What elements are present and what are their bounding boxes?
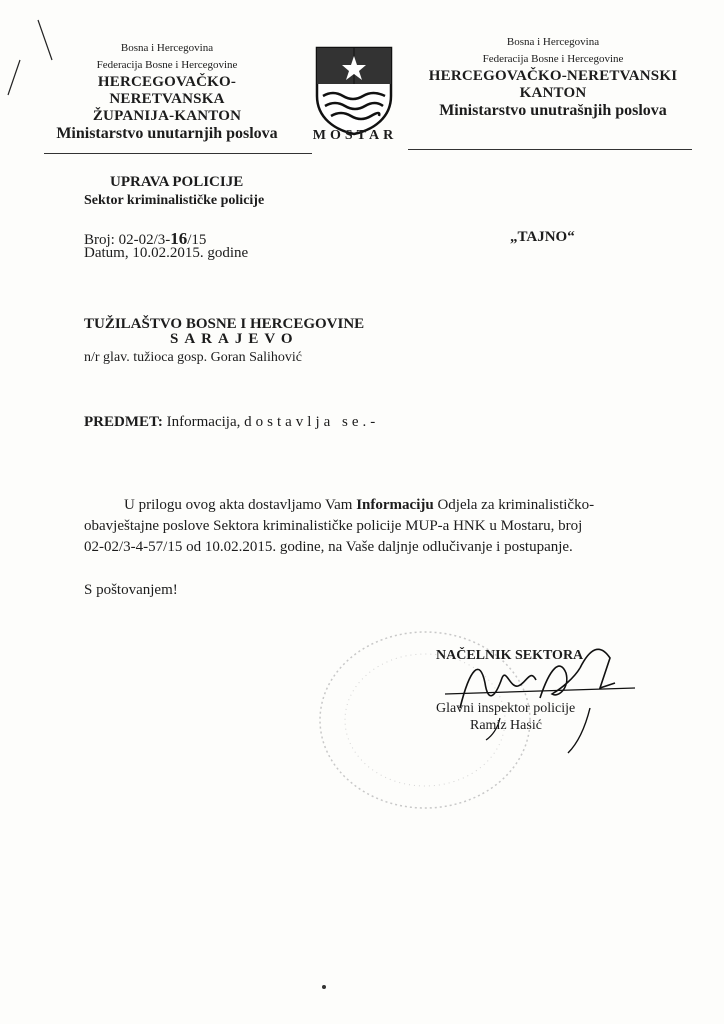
handwritten-signature-icon [440,628,640,758]
sender-office: UPRAVA POLICIJE [110,174,244,190]
closing-greeting: S poštovanjem! [84,582,178,598]
header-right-country: Bosna i Hercegovina [506,36,600,48]
header-left [42,40,292,142]
recipient-attention: n/r glav. tužioca gosp. Goran Salihović [84,350,302,365]
subject-text: Informacija, [166,414,241,430]
header-right [418,34,688,119]
header-right-federation: Federacija Bosne i Hercegovine [482,53,624,65]
header-left-federation: Federacija Bosne i Hercegovine [96,59,238,71]
reference-date: Datum, 10.02.2015. godine [84,245,249,261]
body-paragraph [84,495,604,558]
sender-sector: Sektor kriminalističke policije [84,193,265,208]
subject-label: PREDMET: [84,414,163,430]
recipient-institution: TUŽILAŠTVO BOSNE I HERCEGOVINE [84,316,365,332]
header-rule-right [408,149,692,150]
header-left-canton-line1: HERCEGOVAČKO-NERETVANSKA [97,74,237,107]
header-left-country: Bosna i Hercegovina [120,42,214,54]
crest-city-label: MOSTAR [312,128,398,143]
header-right-ministry: Ministarstvo unutrašnjih poslova [439,102,667,119]
signatory-title: NAČELNIK SEKTORA [436,648,584,663]
header-left-canton-line2: ŽUPANIJA-KANTON [92,108,242,124]
recipient-city: SARAJEVO [170,331,299,347]
header-rule-left [44,153,312,154]
signatory-role: Glavni inspektor policije [436,701,576,716]
body-part1: U prilogu ovog akta dostavljamo Vam [124,497,357,513]
reference-number-handwritten: 16 [170,229,188,248]
reference-number-suffix: /15 [187,232,207,248]
ink-speck [322,985,326,989]
header-right-canton-line2: KANTON [519,85,587,101]
header-right-canton-line1: HERCEGOVAČKO-NERETVANSKI [428,68,678,84]
signatory-name: Ramiz Hasić [470,718,542,733]
reference-number-prefix: Broj: 02-02/3- [84,232,171,248]
subject-spaced-text: dostavlja se.- [244,414,380,430]
header-left-ministry: Ministarstvo unutarnjih poslova [56,125,278,142]
subject-line [84,414,379,431]
canton-coat-of-arms-icon [313,44,395,136]
classification-label: „TAJNO“ [510,229,575,245]
body-part2: Odjela za kriminalističko-obavještajne poslove Sektora kriminalističke policije MUP-a HNK u Mostaru, broj 02-02/3-4-57/15 od 10.02.2015. godine, na Vaše daljnje odlučivanje i postupanje. [84,497,595,555]
body-highlight: Informaciju [356,497,434,513]
